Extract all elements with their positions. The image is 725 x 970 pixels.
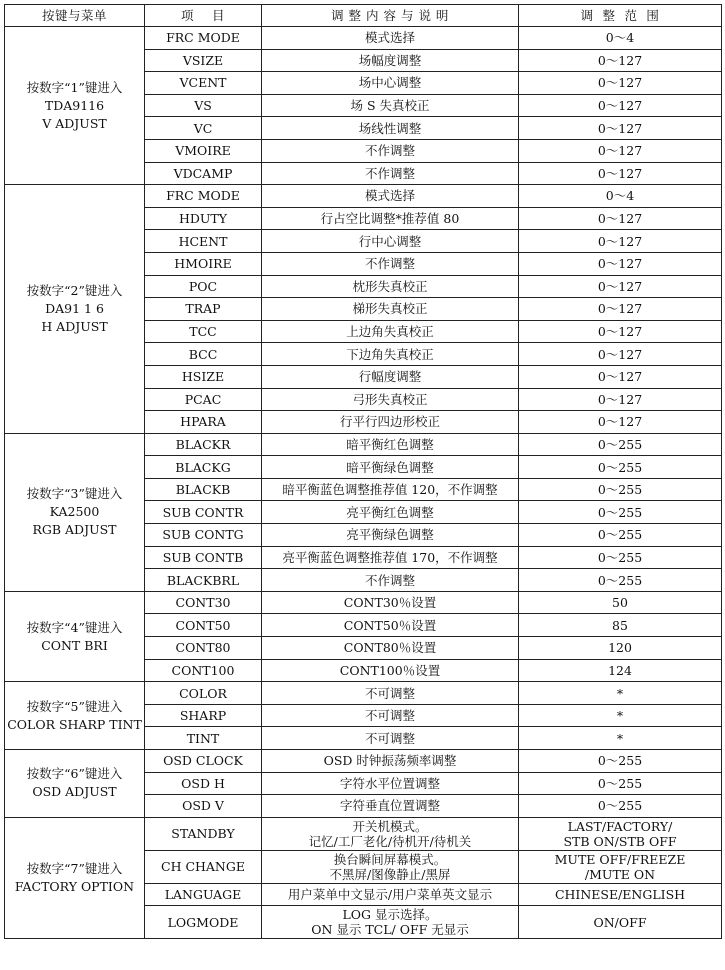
range-cell: * xyxy=(519,727,722,750)
header-item: 项 目 xyxy=(145,5,262,27)
description-cell xyxy=(262,906,519,939)
item-cell: HDUTY xyxy=(145,207,262,230)
description-cell: 场 S 失真校正 xyxy=(262,94,519,117)
group-label-line: 按数字“2”键进入 xyxy=(26,282,123,298)
group-label-line: 按数字“7”键进入 xyxy=(26,861,123,877)
range-cell: 0～255 xyxy=(519,569,722,592)
description-cell: 场中心调整 xyxy=(262,72,519,95)
item-cell: VCENT xyxy=(145,72,262,95)
range-line: STB ON/STB OFF xyxy=(563,833,677,849)
item-cell: CONT30 xyxy=(145,591,262,614)
description-cell: 模式选择 xyxy=(262,185,519,208)
group-label-line: TDA9116 xyxy=(44,97,105,113)
range-cell: 0～127 xyxy=(519,162,722,185)
description-cell: 模式选择 xyxy=(262,27,519,50)
group-label-line: 按数字“3”键进入 xyxy=(26,486,123,502)
range-cell: CHINESE/ENGLISH xyxy=(519,883,722,906)
item-cell: VMOIRE xyxy=(145,139,262,162)
range-cell: 0～255 xyxy=(519,478,722,501)
range-cell: 0～127 xyxy=(519,252,722,275)
description-cell: 用户菜单中文显示/用户菜单英文显示 xyxy=(262,883,519,906)
description-cell: 场线性调整 xyxy=(262,117,519,140)
description-cell: 不可调整 xyxy=(262,727,519,750)
description-cell: OSD 时钟振荡频率调整 xyxy=(262,750,519,773)
description-cell xyxy=(262,817,519,850)
range-cell: 0～255 xyxy=(519,772,722,795)
description-cell: 行占空比调整*推荐值 80 xyxy=(262,207,519,230)
table-row xyxy=(5,433,722,456)
item-cell: VS xyxy=(145,94,262,117)
description-cell: 场幅度调整 xyxy=(262,49,519,72)
description-cell: CONT100％设置 xyxy=(262,659,519,682)
group-label xyxy=(5,185,145,434)
range-cell: 124 xyxy=(519,659,722,682)
group-label xyxy=(5,750,145,818)
range-line: /MUTE ON xyxy=(584,866,656,882)
group-label-line: DA91 1 6 xyxy=(45,300,104,316)
header-range: 调 整 范 围 xyxy=(519,5,722,27)
item-cell: BLACKG xyxy=(145,456,262,479)
item-cell: FRC MODE xyxy=(145,185,262,208)
description-line: 记忆/工厂老化/待机开/待机关 xyxy=(308,833,472,849)
description-cell: 不可调整 xyxy=(262,704,519,727)
description-cell: 字符垂直位置调整 xyxy=(262,795,519,818)
range-cell: 0～255 xyxy=(519,433,722,456)
range-cell: 85 xyxy=(519,614,722,637)
group-label-line: FACTORY OPTION xyxy=(14,879,135,895)
item-cell: OSD CLOCK xyxy=(145,750,262,773)
description-cell: 弓形失真校正 xyxy=(262,388,519,411)
description-cell xyxy=(262,850,519,883)
item-cell: BCC xyxy=(145,343,262,366)
description-cell: 行中心调整 xyxy=(262,230,519,253)
group-label xyxy=(5,682,145,750)
description-cell: 不作调整 xyxy=(262,139,519,162)
range-cell: 0～127 xyxy=(519,343,722,366)
description-line: ON 显示 TCL/ OFF 无显示 xyxy=(311,922,469,938)
range-line: MUTE OFF/FREEZE xyxy=(554,851,686,867)
item-cell: CH CHANGE xyxy=(145,850,262,883)
range-cell: 0～127 xyxy=(519,411,722,434)
description-cell: 暗平衡蓝色调整推荐值 120，不作调整 xyxy=(262,478,519,501)
range-cell: 0～127 xyxy=(519,388,722,411)
range-cell xyxy=(519,817,722,850)
table-row xyxy=(5,750,722,773)
range-cell: 0～255 xyxy=(519,501,722,524)
group-label-line: KA2500 xyxy=(49,504,100,520)
range-cell: 0～127 xyxy=(519,94,722,117)
range-cell: 0～127 xyxy=(519,117,722,140)
item-cell: HSIZE xyxy=(145,365,262,388)
description-cell: 行幅度调整 xyxy=(262,365,519,388)
group-label-line: 按数字“1”键进入 xyxy=(26,79,123,95)
table-header-row xyxy=(5,5,722,27)
table-row xyxy=(5,591,722,614)
description-cell: 不作调整 xyxy=(262,162,519,185)
description-cell: 枕形失真校正 xyxy=(262,275,519,298)
group-label-line: 按数字“6”键进入 xyxy=(26,766,123,782)
group-label-line: OSD ADJUST xyxy=(32,784,117,800)
item-cell: VC xyxy=(145,117,262,140)
group-label-line: H ADJUST xyxy=(41,318,108,334)
group-label-line: CONT BRI xyxy=(41,637,108,653)
item-cell: FRC MODE xyxy=(145,27,262,50)
item-cell: OSD V xyxy=(145,795,262,818)
table-row xyxy=(5,682,722,705)
range-cell: 0～127 xyxy=(519,230,722,253)
item-cell: BLACKBRL xyxy=(145,569,262,592)
item-cell: CONT80 xyxy=(145,637,262,660)
range-cell: ON/OFF xyxy=(519,906,722,939)
item-cell: TRAP xyxy=(145,298,262,321)
group-label-line: 按数字“5”键进入 xyxy=(26,698,123,714)
range-cell: 0～127 xyxy=(519,298,722,321)
item-cell: VDCAMP xyxy=(145,162,262,185)
item-cell: POC xyxy=(145,275,262,298)
item-cell: LANGUAGE xyxy=(145,883,262,906)
item-cell: HPARA xyxy=(145,411,262,434)
group-label-line: RGB ADJUST xyxy=(32,522,117,538)
description-line: LOG 显示选择。 xyxy=(342,907,438,923)
range-cell: 50 xyxy=(519,591,722,614)
item-cell: SUB CONTG xyxy=(145,524,262,547)
range-cell: 120 xyxy=(519,637,722,660)
description-cell: 暗平衡绿色调整 xyxy=(262,456,519,479)
item-cell: STANDBY xyxy=(145,817,262,850)
header-key-menu: 按键与菜单 xyxy=(5,5,145,27)
description-cell: 不作调整 xyxy=(262,252,519,275)
range-cell: 0～127 xyxy=(519,207,722,230)
description-cell: CONT30％设置 xyxy=(262,591,519,614)
description-cell: CONT80％设置 xyxy=(262,637,519,660)
description-cell: 不作调整 xyxy=(262,569,519,592)
description-cell: 亮平衡红色调整 xyxy=(262,501,519,524)
item-cell: VSIZE xyxy=(145,49,262,72)
item-cell: BLACKR xyxy=(145,433,262,456)
range-cell: 0～255 xyxy=(519,524,722,547)
adjustment-table xyxy=(4,4,722,939)
item-cell: TINT xyxy=(145,727,262,750)
range-cell: 0～4 xyxy=(519,185,722,208)
range-cell: 0～255 xyxy=(519,456,722,479)
item-cell: SUB CONTR xyxy=(145,501,262,524)
item-cell: CONT100 xyxy=(145,659,262,682)
group-label-line: COLOR SHARP TINT xyxy=(7,716,142,732)
range-line: LAST/FACTORY/ xyxy=(567,818,673,834)
item-cell: HMOIRE xyxy=(145,252,262,275)
description-cell: 字符水平位置调整 xyxy=(262,772,519,795)
group-label-line: 按数字“4”键进入 xyxy=(26,619,123,635)
description-cell: 下边角失真校正 xyxy=(262,343,519,366)
range-cell: 0～255 xyxy=(519,750,722,773)
description-cell: 亮平衡绿色调整 xyxy=(262,524,519,547)
description-cell: 亮平衡蓝色调整推荐值 170，不作调整 xyxy=(262,546,519,569)
group-label xyxy=(5,817,145,939)
group-label xyxy=(5,591,145,681)
header-description: 调 整 内 容 与 说 明 xyxy=(262,5,519,27)
group-label xyxy=(5,27,145,185)
item-cell: OSD H xyxy=(145,772,262,795)
description-line: 换台瞬间屏幕模式。 xyxy=(333,851,447,867)
range-cell: 0～4 xyxy=(519,27,722,50)
range-cell: 0～127 xyxy=(519,72,722,95)
range-cell: * xyxy=(519,704,722,727)
item-cell: LOGMODE xyxy=(145,906,262,939)
description-cell: 不可调整 xyxy=(262,682,519,705)
range-cell xyxy=(519,850,722,883)
description-cell: 上边角失真校正 xyxy=(262,320,519,343)
description-cell: 暗平衡红色调整 xyxy=(262,433,519,456)
table-row xyxy=(5,817,722,850)
range-cell: 0～127 xyxy=(519,365,722,388)
table-row xyxy=(5,185,722,208)
item-cell: TCC xyxy=(145,320,262,343)
description-cell: 行平行四边形校正 xyxy=(262,411,519,434)
range-cell: 0～255 xyxy=(519,546,722,569)
description-line: 开关机模式。 xyxy=(352,818,428,834)
item-cell: COLOR xyxy=(145,682,262,705)
item-cell: SUB CONTB xyxy=(145,546,262,569)
table-row xyxy=(5,27,722,50)
range-cell: 0～255 xyxy=(519,795,722,818)
group-label-line: V ADJUST xyxy=(42,115,107,131)
range-cell: 0～127 xyxy=(519,320,722,343)
range-cell: * xyxy=(519,682,722,705)
group-label xyxy=(5,433,145,591)
item-cell: HCENT xyxy=(145,230,262,253)
range-cell: 0～127 xyxy=(519,49,722,72)
item-cell: BLACKB xyxy=(145,478,262,501)
description-cell: CONT50％设置 xyxy=(262,614,519,637)
item-cell: PCAC xyxy=(145,388,262,411)
description-cell: 梯形失真校正 xyxy=(262,298,519,321)
range-cell: 0～127 xyxy=(519,139,722,162)
table-body xyxy=(5,27,722,939)
description-line: 不黑屏/图像静止/黑屏 xyxy=(329,866,451,882)
item-cell: SHARP xyxy=(145,704,262,727)
range-cell: 0～127 xyxy=(519,275,722,298)
item-cell: CONT50 xyxy=(145,614,262,637)
